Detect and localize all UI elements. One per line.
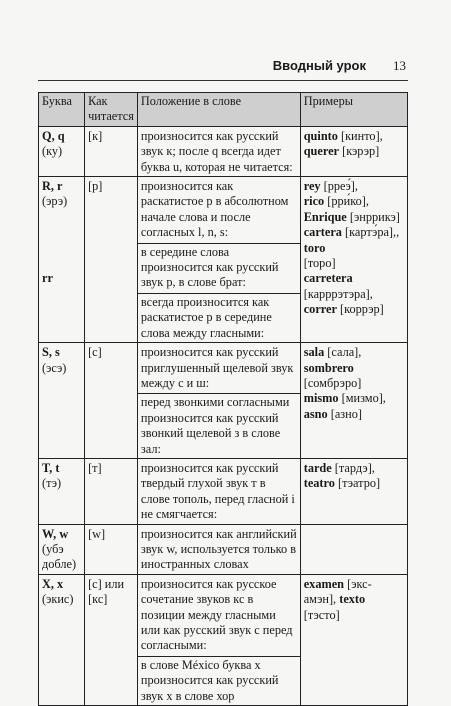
example-transcription: [тэсто] xyxy=(303,607,340,622)
example xyxy=(304,608,404,623)
letter-cell xyxy=(39,343,85,459)
position-cell xyxy=(137,458,300,524)
example-transcription: [сомбрэро] xyxy=(303,375,362,390)
reading-cell: [к] xyxy=(85,126,138,176)
example-transcription: [картэ́ра], xyxy=(345,225,397,240)
example xyxy=(304,179,404,194)
example-word: toro xyxy=(303,240,326,255)
table-header-row xyxy=(39,93,408,127)
example-transcription: [тэатро] xyxy=(337,476,381,491)
example-transcription: [карррэтэра], xyxy=(303,286,373,301)
position-text: в середине слова произносится как русский звук р, в слове брат: xyxy=(138,243,300,291)
example-word: tarde xyxy=(303,460,332,475)
example-word: teatro xyxy=(303,476,335,491)
example-word: rey xyxy=(303,179,321,194)
example xyxy=(304,577,404,608)
example-transcription: [экс-амэн], xyxy=(303,576,372,607)
reading-cell: [т] xyxy=(85,458,138,524)
example xyxy=(304,476,404,491)
example xyxy=(304,391,404,406)
letter: X, x xyxy=(42,576,64,591)
letter: R, r xyxy=(42,179,63,194)
example xyxy=(304,345,404,360)
position-cell xyxy=(137,126,300,176)
letter-name: (экис) xyxy=(42,592,74,607)
example xyxy=(304,361,404,376)
position-text: произносится как русское сочетание звуков кс в позиции между гласными или как русский звук с перед согласными: xyxy=(140,576,293,653)
table-row xyxy=(39,458,408,524)
letter-name: (эрэ) xyxy=(42,194,68,209)
example-word: sala xyxy=(303,345,325,360)
letter-cell xyxy=(39,126,85,176)
position-cell xyxy=(137,524,300,574)
example-word: sombrero xyxy=(303,360,354,375)
table-row xyxy=(39,574,408,705)
example-word: quinto xyxy=(303,128,338,143)
position-text: произносится как раскатистое р в абсолютном начале слова и после согласных l, n, s: xyxy=(140,179,289,240)
example xyxy=(304,376,404,391)
examples-cell xyxy=(300,524,407,574)
letter-cell xyxy=(39,458,85,524)
example xyxy=(304,407,404,422)
reading-cell: [w] xyxy=(85,524,138,574)
position-text: произносится как английский звук w, используется только в иностранных словах xyxy=(140,526,297,572)
example-word: examen xyxy=(303,576,345,591)
table-row xyxy=(39,126,408,176)
chapter-title: Вводный урок xyxy=(272,58,366,73)
col-header-reading: Как читается xyxy=(85,93,138,127)
header-rule xyxy=(38,80,408,81)
position-text: произносится как русский твердый глухой звук т в слове тополь, перед гласной i не смягчается: xyxy=(140,460,295,522)
example xyxy=(304,210,404,225)
position-text: произносится как русский звук к; после q всегда идет буква u, которая не читается: xyxy=(140,128,293,174)
example-transcription: [азно] xyxy=(330,406,362,421)
example-transcription: [торо] xyxy=(303,256,336,271)
example xyxy=(304,302,404,317)
example xyxy=(304,256,404,271)
example-word: Enrique xyxy=(303,209,347,224)
example-transcription: [рреэ́], xyxy=(323,179,358,194)
example-transcription: [рри́ко], xyxy=(327,194,369,209)
col-header-position: Положение в слове xyxy=(137,93,300,127)
letter-name: (эсэ) xyxy=(42,360,67,375)
example-transcription: [сала], xyxy=(327,345,362,360)
reading-cell: [с] xyxy=(85,343,138,459)
letter-cell xyxy=(39,524,85,574)
example-transcription: [кэрэр] xyxy=(342,144,380,159)
letter: T, t xyxy=(42,460,60,475)
examples-cell xyxy=(300,126,407,176)
examples-cell xyxy=(300,343,407,459)
position-text: произносится как русский приглушенный щелевой звук между с и ш: xyxy=(140,345,294,390)
example-transcription: [кинто], xyxy=(340,128,383,143)
col-header-examples: Примеры xyxy=(300,93,407,127)
reading-cell: [с] или [кс] xyxy=(85,574,138,705)
example: cartera [картэ́ра],, toro xyxy=(303,225,400,255)
examples-cell xyxy=(300,458,407,524)
example xyxy=(304,194,404,209)
alphabet-table xyxy=(38,92,408,706)
position-text: всегда произносится как раскатистое р в середине слова между гласными: xyxy=(138,293,300,341)
example xyxy=(304,144,404,159)
example-word: rico xyxy=(303,194,325,209)
example xyxy=(304,461,404,476)
example xyxy=(304,129,404,144)
example-word: asno xyxy=(303,406,328,421)
position-cell xyxy=(137,574,300,705)
example-word: cartera xyxy=(303,225,342,240)
position-cell xyxy=(137,343,300,459)
table-row xyxy=(39,343,408,459)
letter: W, w xyxy=(42,526,69,541)
position-text: перед звонкими согласными произносится как русский звонкий щелевой з в слове зал: xyxy=(138,393,300,457)
example-transcription: [энррикэ] xyxy=(349,209,400,224)
letter: S, s xyxy=(42,345,60,360)
page-number: 13 xyxy=(393,58,406,73)
example xyxy=(304,271,404,286)
table-row xyxy=(39,524,408,574)
page-header xyxy=(38,58,408,80)
letter-cell xyxy=(39,177,85,343)
table-row xyxy=(39,177,408,343)
letter-name: (убэ добле) xyxy=(42,541,77,572)
letter: Q, q xyxy=(42,128,65,143)
example-transcription: [коррэр] xyxy=(340,302,384,317)
example-word: carretera xyxy=(303,271,353,286)
examples-cell xyxy=(300,177,407,343)
examples-cell xyxy=(300,574,407,705)
example-transcription: [мизмо], xyxy=(341,391,386,406)
reading-cell: [р] xyxy=(85,177,138,343)
col-header-letter: Буква xyxy=(39,93,85,127)
position-cell xyxy=(137,177,300,343)
example xyxy=(304,287,404,302)
example-word: correr xyxy=(303,302,337,317)
example-word: querer xyxy=(303,144,340,159)
letter-name: (ку) xyxy=(42,144,63,159)
example-word: texto xyxy=(339,592,366,607)
example-transcription: [тардэ], xyxy=(334,460,375,475)
example-word: mismo xyxy=(303,391,339,406)
letter-name: (тэ) xyxy=(42,476,62,491)
letter-cell xyxy=(39,574,85,705)
letter: rr xyxy=(42,270,53,285)
position-text: в слове México буква x произносится как русский звук х в слове хор xyxy=(138,656,300,704)
